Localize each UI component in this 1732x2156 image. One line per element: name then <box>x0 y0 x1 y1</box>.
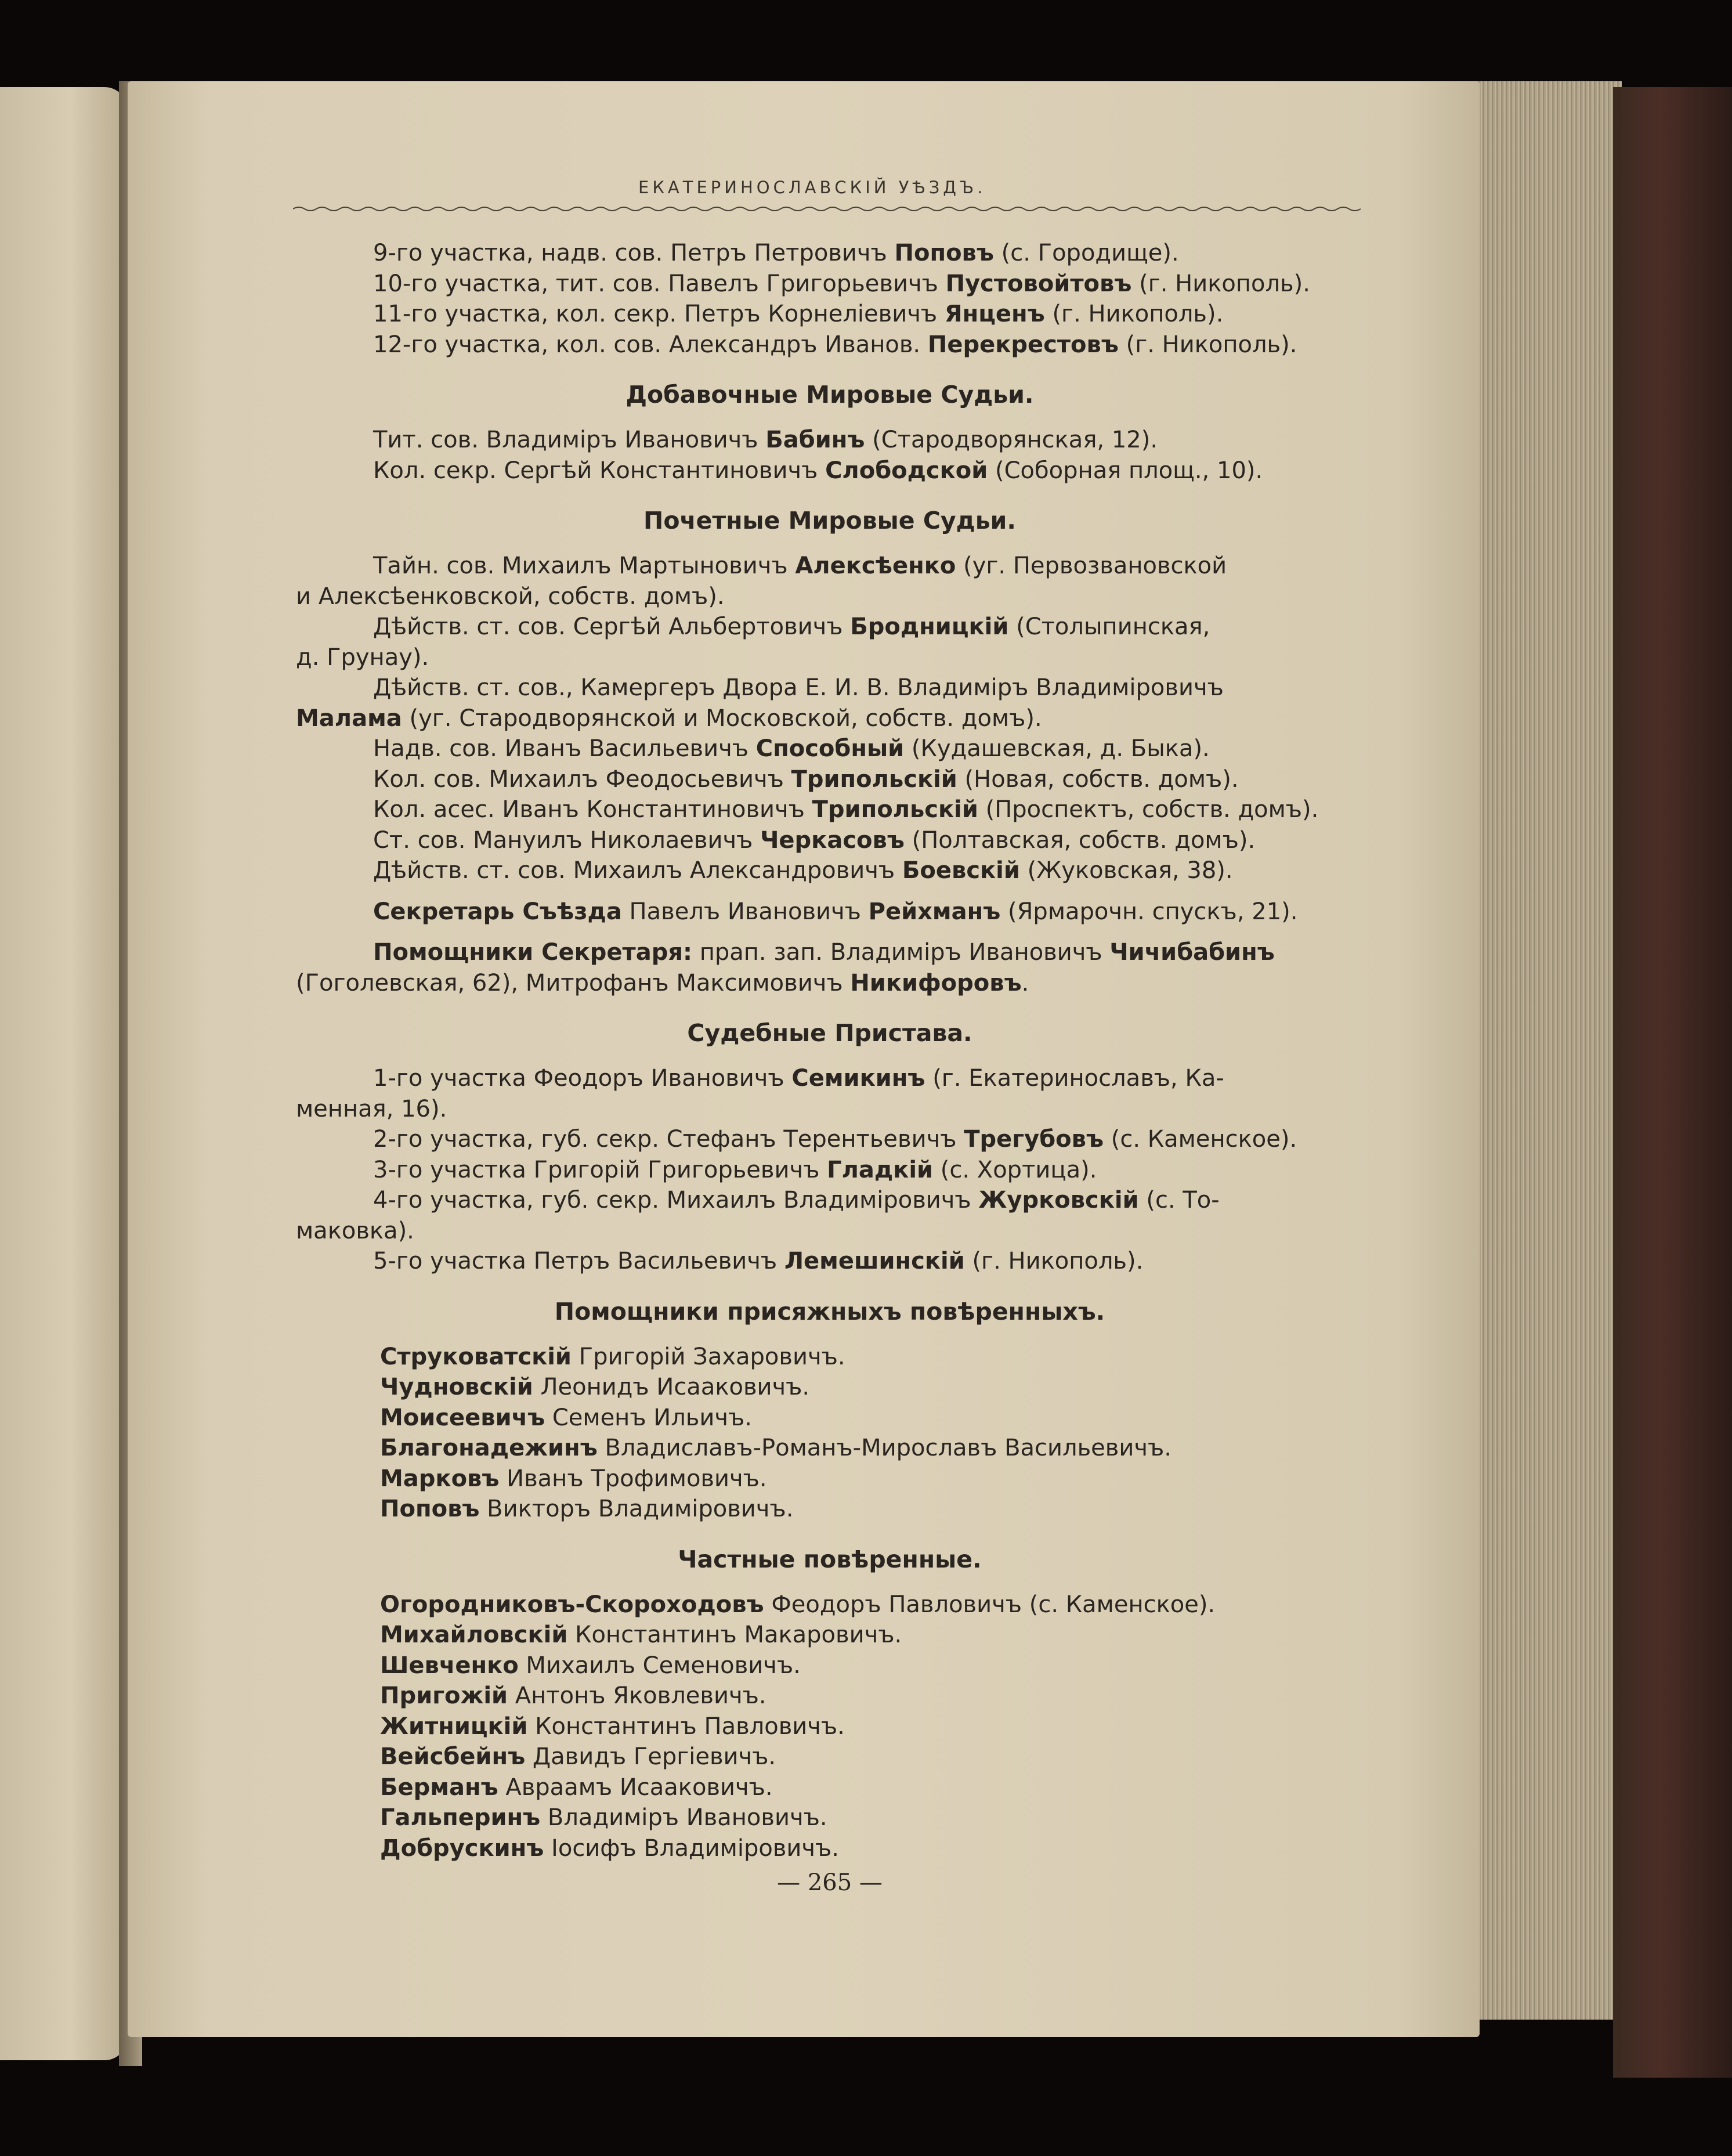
left-page-edge <box>0 87 128 2060</box>
bailiff: 1-го участка Феодоръ Ивановичъ Семикинъ (г. Екатеринославъ, Ка- <box>373 1065 1224 1092</box>
list-item: Чудновскій Леонидъ Исааковичъ. <box>380 1374 810 1400</box>
district-line: 9-го участка, надв. сов. Петръ Петровичъ Поповъ (с. Городище). <box>373 240 1179 266</box>
list-item: Вейсбейнъ Давидъ Гергіевичъ. <box>380 1743 776 1770</box>
bailiff: 2-го участка, губ. секр. Стефанъ Терентьевичъ Трегубовъ (с. Каменское). <box>373 1126 1297 1153</box>
list-item: Гальперинъ Владиміръ Ивановичъ. <box>380 1804 827 1831</box>
list-item: Пригожій Антонъ Яковлевичъ. <box>380 1682 766 1709</box>
honorary-judge-cont: и Алексѣенковской, собств. домъ). <box>296 583 725 610</box>
section-heading-private-attorneys: Частные повѣренные. <box>678 1545 982 1573</box>
honorary-judge: Дѣйств. ст. сов. Сергѣй Альбертовичъ Бродницкій (Столыпинская, <box>373 613 1210 640</box>
secretary-assistants: Помощники Секретаря: прап. зап. Владиміръ Ивановичъ Чичибабинъ <box>373 939 1275 966</box>
bailiff: 3-го участка Григорій Григорьевичъ Гладкій (с. Хортица). <box>373 1156 1097 1183</box>
list-item: Огородниковъ-Скороходовъ Феодоръ Павловичъ (с. Каменское). <box>380 1591 1216 1618</box>
additional-judge: Тит. сов. Владиміръ Ивановичъ Бабинъ (Стародворянская, 12). <box>373 427 1158 453</box>
district-line: 10-го участка, тит. сов. Павелъ Григорьевичъ Пустовойтовъ (г. Никополь). <box>373 270 1310 297</box>
book-cover <box>1613 87 1732 2078</box>
section-heading-additional: Добавочные Мировые Судьи. <box>625 381 1034 409</box>
list-item: Марковъ Иванъ Трофимовичъ. <box>380 1465 767 1492</box>
wavy-rule <box>293 204 1361 214</box>
page-number: — 265 — <box>777 1869 883 1896</box>
list-item: Берманъ Авраамъ Исааковичъ. <box>380 1774 773 1801</box>
honorary-judge: Дѣйств. ст. сов. Михаилъ Александровичъ Боевскій (Жуковская, 38). <box>373 857 1233 884</box>
honorary-judge-cont: Малама (уг. Стародворянской и Московской, собств. домъ). <box>296 705 1042 732</box>
honorary-judge-cont: д. Грунау). <box>296 644 429 671</box>
additional-judge: Кол. секр. Сергѣй Константиновичъ Слободской (Соборная площ., 10). <box>373 457 1263 484</box>
list-item: Поповъ Викторъ Владиміровичъ. <box>380 1496 794 1522</box>
bailiff-cont: маковка). <box>296 1217 414 1244</box>
list-item: Шевченко Михаилъ Семеновичъ. <box>380 1652 801 1679</box>
district-line: 11-го участка, кол. секр. Петръ Корнеліевичъ Янценъ (г. Никополь). <box>373 301 1224 327</box>
congress-secretary: Секретарь Съѣзда Павелъ Ивановичъ Рейхманъ (Ярмарочн. спускъ, 21). <box>373 898 1298 925</box>
section-heading-bailiffs: Судебные Пристава. <box>687 1019 972 1047</box>
list-item: Добрускинъ Іосифъ Владиміровичъ. <box>380 1834 839 1862</box>
district-line: 12-го участка, кол. сов. Александръ Иванов. Перекрестовъ (г. Никополь). <box>373 331 1297 358</box>
bailiff: 4-го участка, губ. секр. Михаилъ Владиміровичъ Журковскій (с. То- <box>373 1187 1220 1214</box>
page-stack-edges <box>1471 81 1622 2020</box>
list-item: Благонадежинъ Владиславъ-Романъ-Мирославъ Васильевичъ. <box>380 1435 1171 1461</box>
honorary-judge: Кол. асес. Иванъ Константиновичъ Трипольскій (Проспектъ, собств. домъ). <box>373 796 1319 823</box>
section-heading-assistant-attorneys: Помощники присяжныхъ повѣренныхъ. <box>554 1297 1105 1326</box>
honorary-judge: Дѣйств. ст. сов., Камергеръ Двора Е. И. В. Владиміръ Владиміровичъ <box>373 674 1224 701</box>
page-content <box>296 238 1364 1896</box>
list-item: Моисеевичъ Семенъ Ильичъ. <box>380 1404 752 1431</box>
section-heading-honorary: Почетные Мировые Судьи. <box>643 507 1016 535</box>
secretary-assistants-cont: (Гоголевская, 62), Митрофанъ Максимовичъ Никифоровъ. <box>296 969 1029 996</box>
list-item: Струковатскій Григорій Захаровичъ. <box>380 1343 845 1370</box>
list-item: Михайловскій Константинъ Макаровичъ. <box>380 1621 902 1648</box>
honorary-judge: Надв. сов. Иванъ Васильевичъ Способный (Кудашевская, д. Быка). <box>373 735 1210 762</box>
honorary-judge: Тайн. сов. Михаилъ Мартыновичъ Алексѣенко (уг. Первозвановской <box>373 552 1227 579</box>
bailiff-cont: менная, 16). <box>296 1095 447 1122</box>
list-item: Житницкій Константинъ Павловичъ. <box>380 1713 845 1740</box>
running-head: ЕКАТЕРИНОСЛАВСКІЙ УѢЗДЪ. <box>638 178 986 197</box>
honorary-judge: Ст. сов. Мануилъ Николаевичъ Черкасовъ (Полтавская, собств. домъ). <box>373 826 1256 854</box>
bailiff: 5-го участка Петръ Васильевичъ Лемешинскій (г. Никополь). <box>373 1248 1144 1274</box>
honorary-judge: Кол. сов. Михаилъ Феодосьевичъ Трипольскій (Новая, собств. домъ). <box>373 765 1239 793</box>
